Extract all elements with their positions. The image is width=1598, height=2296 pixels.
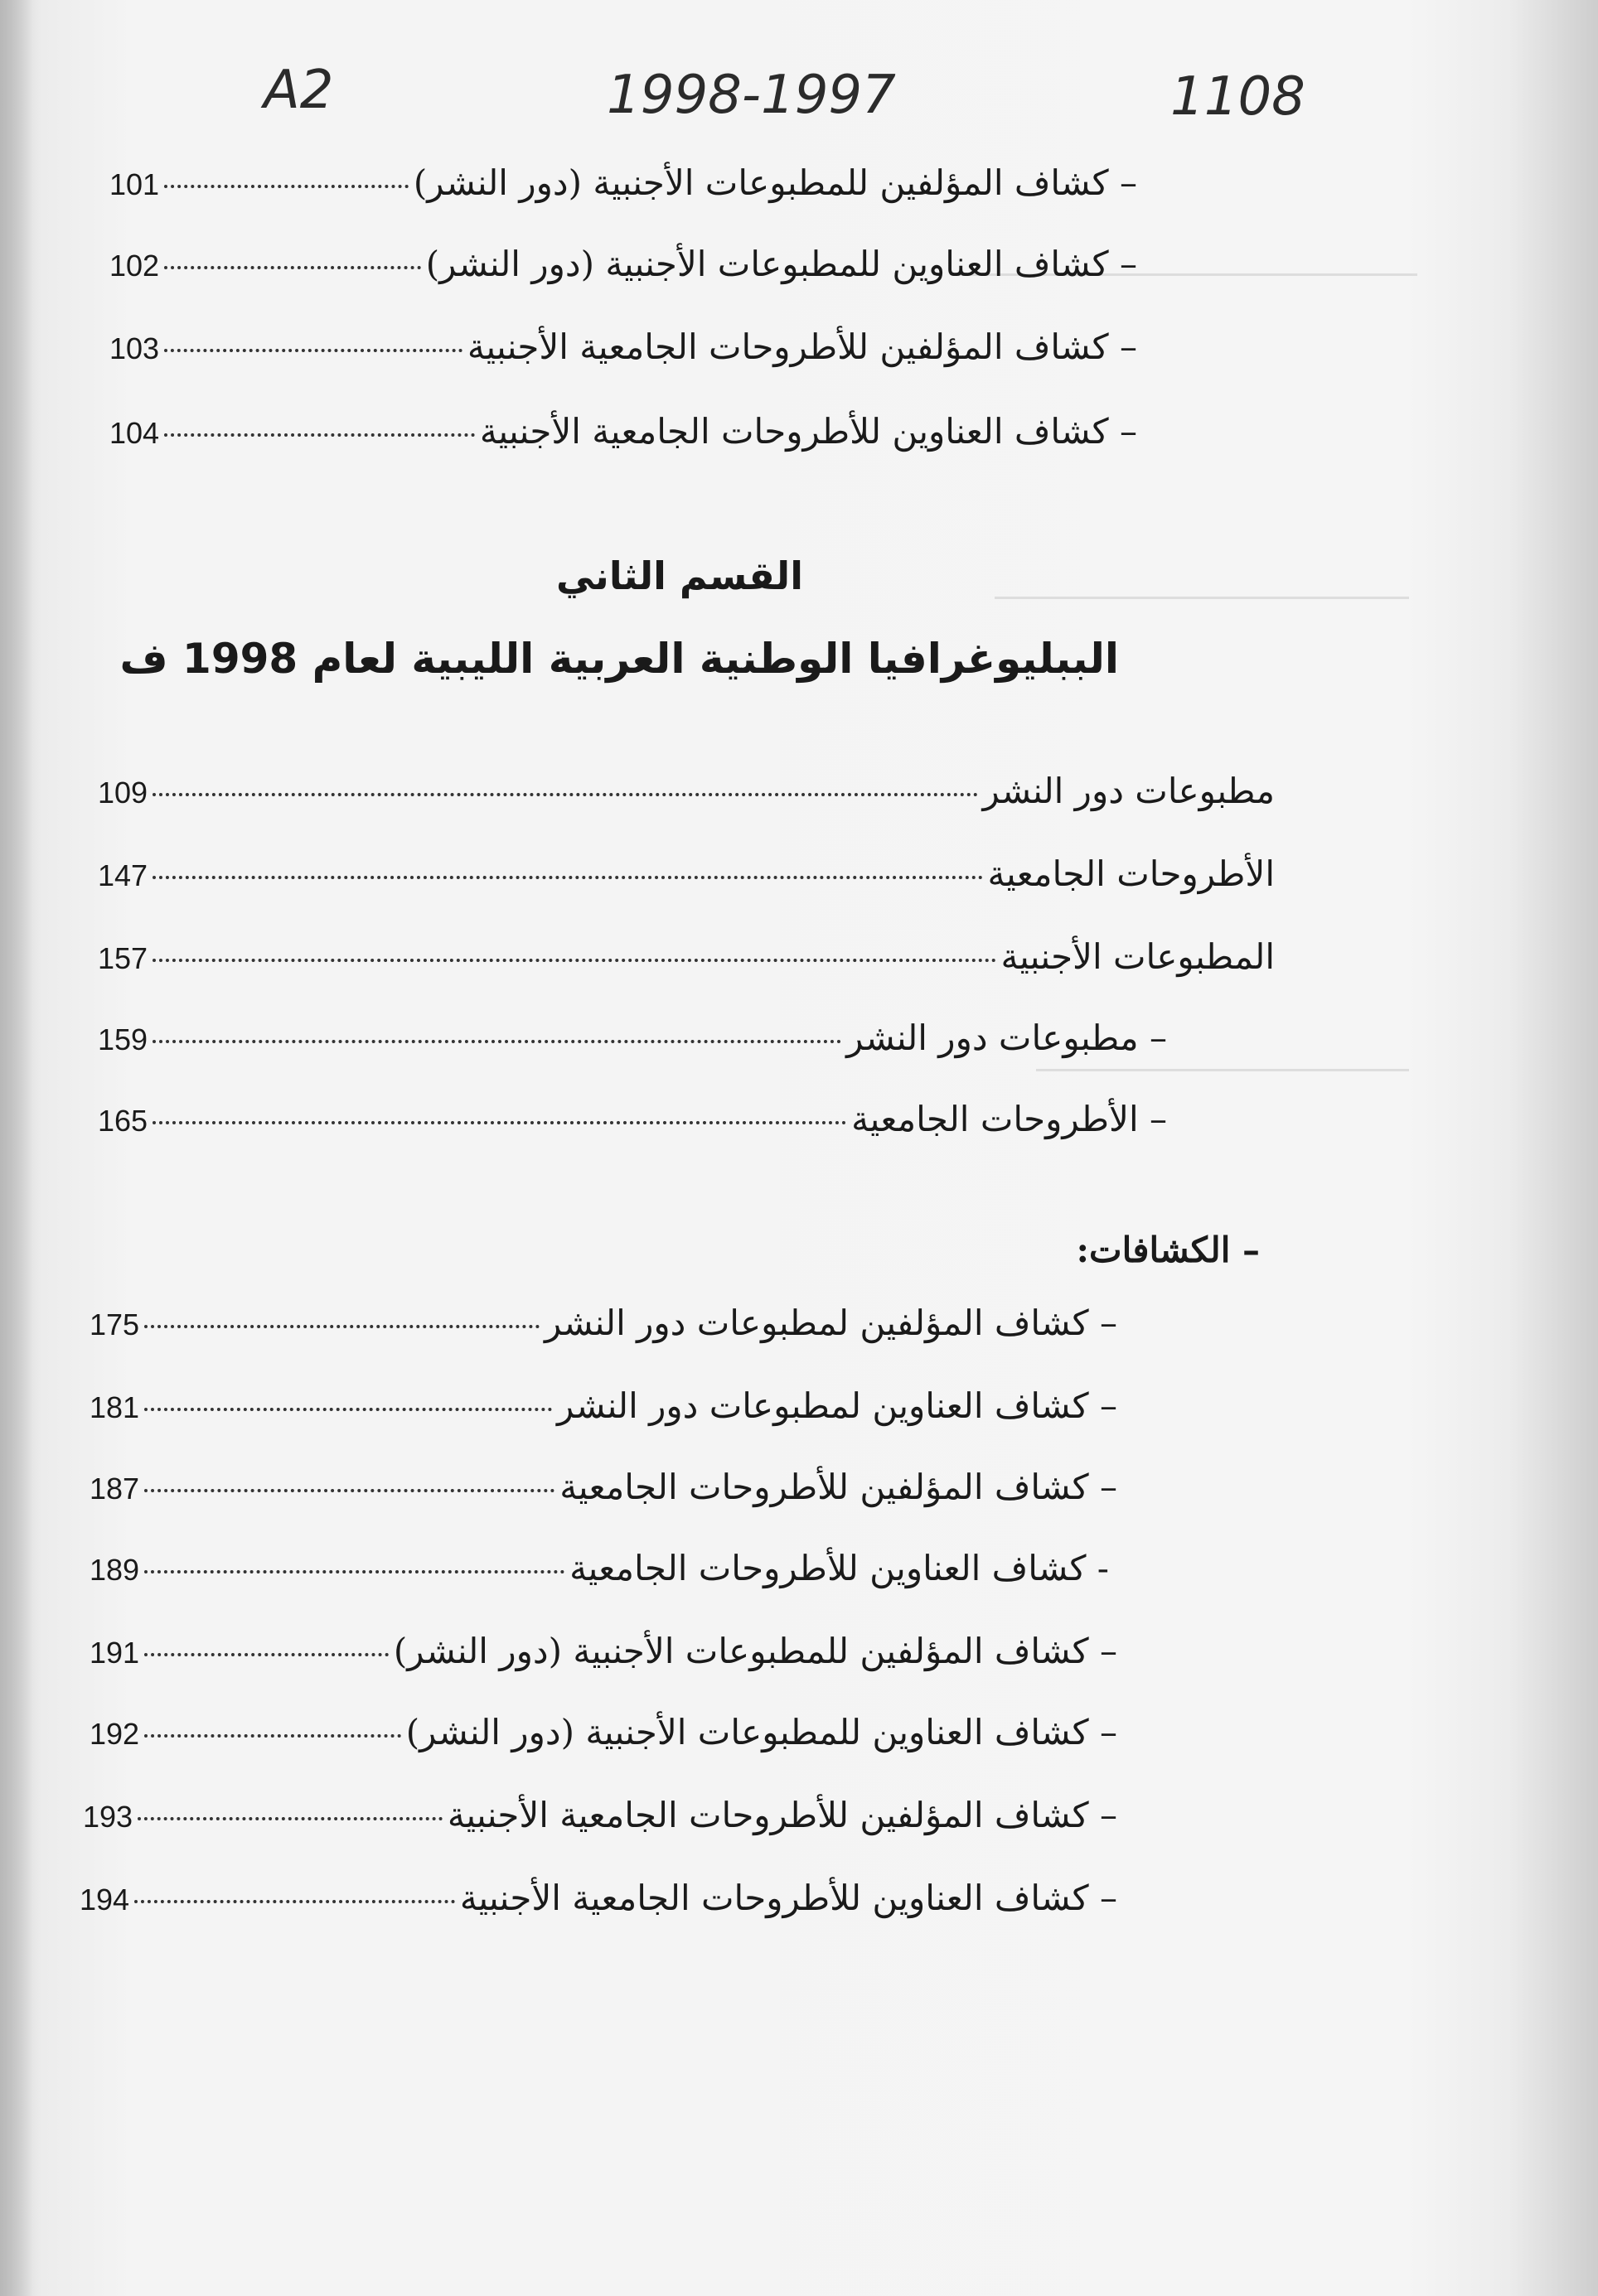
leader-dots xyxy=(153,876,982,879)
leader-dots xyxy=(138,1817,443,1820)
toc-entry-page: 194 xyxy=(80,1883,130,1917)
handwritten-note-center: 1998-1997 xyxy=(607,65,896,126)
toc-entry xyxy=(98,1017,1167,1058)
toc-entry-page: 187 xyxy=(90,1472,140,1506)
toc-entry-page: 101 xyxy=(109,167,160,201)
toc-entry xyxy=(83,1795,1117,1835)
leader-dots xyxy=(144,1489,554,1492)
toc-entry xyxy=(109,326,1137,367)
leader-dots xyxy=(153,793,977,796)
toc-entry-page: 109 xyxy=(98,776,148,810)
toc-entry-title: الأطروحات الجامعية xyxy=(987,853,1275,894)
toc-entry-page: 104 xyxy=(109,416,160,450)
toc-entry-page: 175 xyxy=(90,1308,140,1341)
handwritten-note-left: A2 xyxy=(264,60,334,121)
toc-entry-title: – كشاف المؤلفين للمطبوعات الأجنبية (دور النشر) xyxy=(413,162,1137,203)
leader-dots xyxy=(144,1570,564,1573)
toc-entry-page: 193 xyxy=(83,1800,133,1834)
toc-entry-title: - كشاف العناوين للأطروحات الجامعية xyxy=(569,1548,1109,1588)
toc-entry-title: – كشاف العناوين للمطبوعات الأجنبية (دور النشر) xyxy=(405,1712,1117,1752)
toc-entry-title: – كشاف المؤلفين للمطبوعات الأجنبية (دور النشر) xyxy=(393,1631,1117,1671)
toc-entry xyxy=(98,936,1275,977)
section-subtitle: الببليوغرافيا الوطنية العربية الليبية لعام 1998 ف xyxy=(119,635,1119,683)
leader-dots xyxy=(153,959,995,962)
toc-entry-title: – كشاف المؤلفين للأطروحات الجامعية الأجنبية xyxy=(447,1795,1117,1835)
indexes-heading: – الكشافات: xyxy=(1076,1230,1260,1270)
toc-entry-title: – كشاف المؤلفين لمطبوعات دور النشر xyxy=(544,1303,1117,1343)
toc-entry xyxy=(109,411,1137,452)
toc-entry-title: – كشاف المؤلفين للأطروحات الجامعية الأجنبية xyxy=(467,326,1137,367)
toc-entry-page: 157 xyxy=(98,941,148,975)
toc-entry-title: المطبوعات الأجنبية xyxy=(1000,936,1275,977)
leader-dots xyxy=(144,1325,540,1328)
toc-entry-title: – كشاف العناوين لمطبوعات دور النشر xyxy=(556,1385,1117,1426)
handwritten-note-right: 1108 xyxy=(1170,66,1305,128)
toc-entry xyxy=(90,1712,1117,1752)
toc-entry-page: 147 xyxy=(98,858,148,892)
toc-entry-page: 192 xyxy=(90,1717,140,1751)
toc-entry-title: – الأطروحات الجامعية xyxy=(851,1099,1167,1139)
page-edge-shadow xyxy=(0,0,33,2296)
toc-entry xyxy=(80,1878,1117,1918)
leader-dots xyxy=(164,349,462,352)
toc-entry xyxy=(90,1467,1117,1507)
leader-dots xyxy=(164,433,475,437)
toc-entry xyxy=(98,1099,1167,1139)
toc-entry-title: – مطبوعات دور النشر xyxy=(846,1017,1167,1058)
toc-entry-page: 189 xyxy=(90,1553,140,1587)
leader-dots xyxy=(164,185,409,188)
toc-entry-page: 102 xyxy=(109,249,160,283)
leader-dots xyxy=(153,1121,846,1124)
toc-entry-page: 165 xyxy=(98,1104,148,1138)
show-through-line xyxy=(995,597,1409,599)
leader-dots xyxy=(164,266,421,269)
leader-dots xyxy=(144,1653,389,1656)
toc-entry xyxy=(90,1631,1117,1671)
toc-entry xyxy=(109,244,1137,284)
leader-dots xyxy=(144,1734,401,1738)
toc-entry xyxy=(90,1548,1109,1588)
leader-dots xyxy=(134,1900,455,1903)
toc-entry-page: 103 xyxy=(109,331,160,365)
toc-entry xyxy=(98,771,1275,811)
toc-entry-page: 159 xyxy=(98,1022,148,1056)
toc-entry-page: 191 xyxy=(90,1636,140,1670)
toc-entry-page: 181 xyxy=(90,1390,140,1424)
toc-entry xyxy=(90,1303,1117,1343)
toc-entry-title: – كشاف العناوين للأطروحات الجامعية الأجنبية xyxy=(459,1878,1117,1918)
leader-dots xyxy=(144,1408,552,1411)
show-through-line xyxy=(1036,1069,1409,1071)
toc-entry xyxy=(98,853,1275,894)
leader-dots xyxy=(153,1040,841,1043)
toc-entry-title: – كشاف المؤلفين للأطروحات الجامعية xyxy=(559,1467,1117,1507)
section-title: القسم الثاني xyxy=(556,553,803,598)
toc-entry-title: مطبوعات دور النشر xyxy=(982,771,1275,811)
toc-entry-title: – كشاف العناوين للمطبوعات الأجنبية (دور النشر) xyxy=(425,244,1137,284)
toc-entry-title: – كشاف العناوين للأطروحات الجامعية الأجنبية xyxy=(479,411,1137,452)
toc-entry xyxy=(90,1385,1117,1426)
toc-entry xyxy=(109,162,1137,203)
